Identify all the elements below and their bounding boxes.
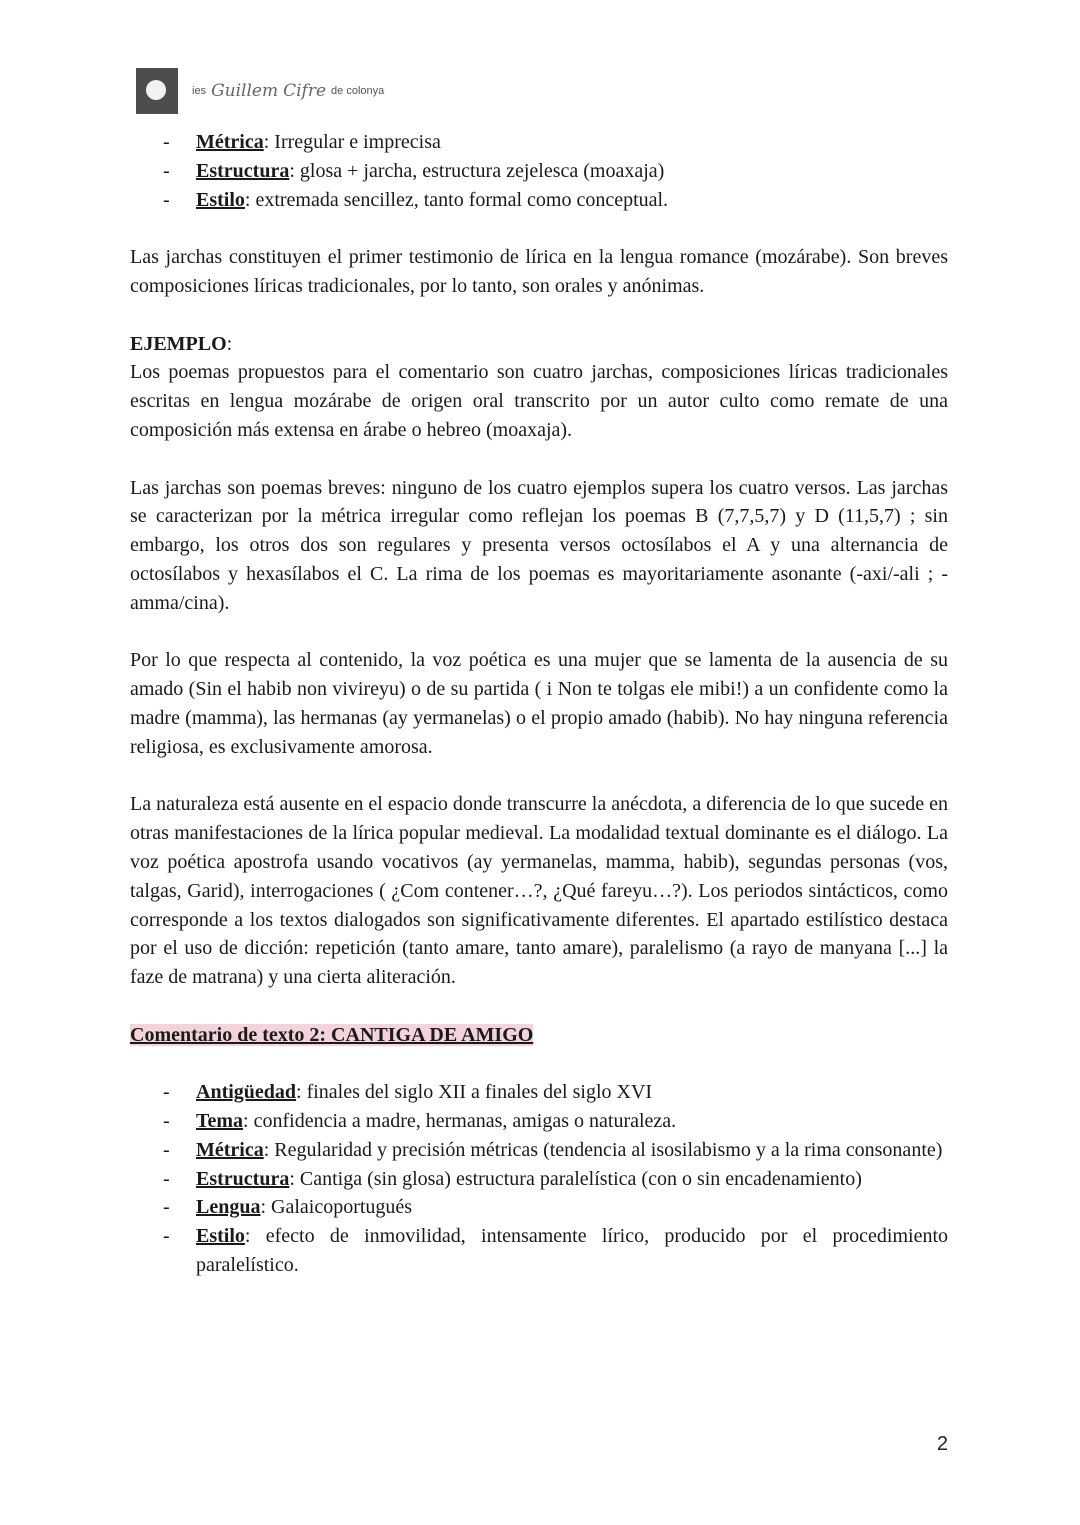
- list-item: - Tema: confidencia a madre, hermanas, amigas o naturaleza.: [130, 1107, 948, 1136]
- jarcha-features-list: [130, 128, 948, 214]
- example-paragraph-4: La naturaleza está ausente en el espacio donde transcurre la anécdota, a diferencia de lo que sucede en otras manifestaciones de la lírica popular medieval. La modalidad textual dominante es el diálogo. La voz poética apostrofa usando vocativos (ay yermanelas, mamma, habib), segundas personas (vos, talgas, Garid), interrogaciones ( ¿Com contener…?, ¿Qué fareyu…?). Los periodos sintácticos, como corresponde a los textos dialogados son significativamente diferentes. El apartado estilístico destaca por el uso de dicción: repetición (tanto amare, tanto amare), paralelismo (a rayo de manyana [...] la faze de matrana) y una cierta aliteración.: [130, 793, 948, 989]
- list-item: - Estilo: efecto de inmovilidad, intensamente lírico, producido por el procedimiento paralelístico.: [130, 1222, 948, 1280]
- document-body: [130, 128, 948, 1280]
- list-item: - Antigüedad: finales del siglo XII a finales del siglo XVI: [130, 1078, 948, 1107]
- list-item: - Estructura: Cantiga (sin glosa) estructura paralelística (con o sin encadenamiento): [130, 1165, 948, 1194]
- list-item: - Estructura: glosa + jarcha, estructura zejelesca (moaxaja): [130, 157, 948, 186]
- intro-paragraph: Las jarchas constituyen el primer testimonio de lírica en la lengua romance (mozárabe). Son breves composiciones líricas tradicionales, por lo tanto, son orales y anónimas.: [130, 246, 948, 297]
- list-item: - Lengua: Galaicoportugués: [130, 1193, 948, 1222]
- example-heading: EJEMPLO:: [130, 332, 233, 355]
- list-item: - Métrica: Regularidad y precisión métricas (tendencia al isosilabismo y a la rima consonante): [130, 1136, 948, 1165]
- school-header: [136, 68, 384, 114]
- section-heading: Comentario de texto 2: CANTIGA DE AMIGO: [130, 1023, 534, 1046]
- cantiga-features-list: [130, 1078, 948, 1280]
- page-number: 2: [936, 1433, 948, 1455]
- list-item: - Estilo: extremada sencillez, tanto formal como conceptual.: [130, 186, 948, 215]
- school-logo-icon: [136, 68, 178, 114]
- list-item: - Métrica: Irregular e imprecisa: [130, 128, 948, 157]
- example-paragraph-2: Las jarchas son poemas breves: ninguno de los cuatro ejemplos supera los cuatro versos. Las jarchas se caracterizan por la métrica irregular como reflejan los poemas B (7,7,5,7) y D (11,5,7) ; sin embargo, los otros dos son regulares y presenta versos octosílabos el A y una alternancia de octosílabos y hexasílabos el C. La rima de los poemas es mayoritariamente asonante (-axi/-ali ; -amma/cina).: [130, 476, 948, 614]
- school-name: ies Guillem Cifre de colonya: [192, 81, 385, 101]
- example-paragraph-3: Por lo que respecta al contenido, la voz poética es una mujer que se lamenta de la ausencia de su amado (Sin el habib non vivireyu) o de su partida ( i Non te tolgas ele mibi!) a un confidente como la madre (mamma), las hermanas (ay yermanelas) o el propio amado (habib). No hay ninguna referencia religiosa, es exclusivamente amorosa.: [130, 649, 948, 758]
- example-paragraph-1: Los poemas propuestos para el comentario son cuatro jarchas, composiciones líricas tradicionales escritas en lengua mozárabe de origen oral transcrito por un autor culto como remate de una composición más extensa en árabe o hebreo (moaxaja).: [130, 361, 948, 441]
